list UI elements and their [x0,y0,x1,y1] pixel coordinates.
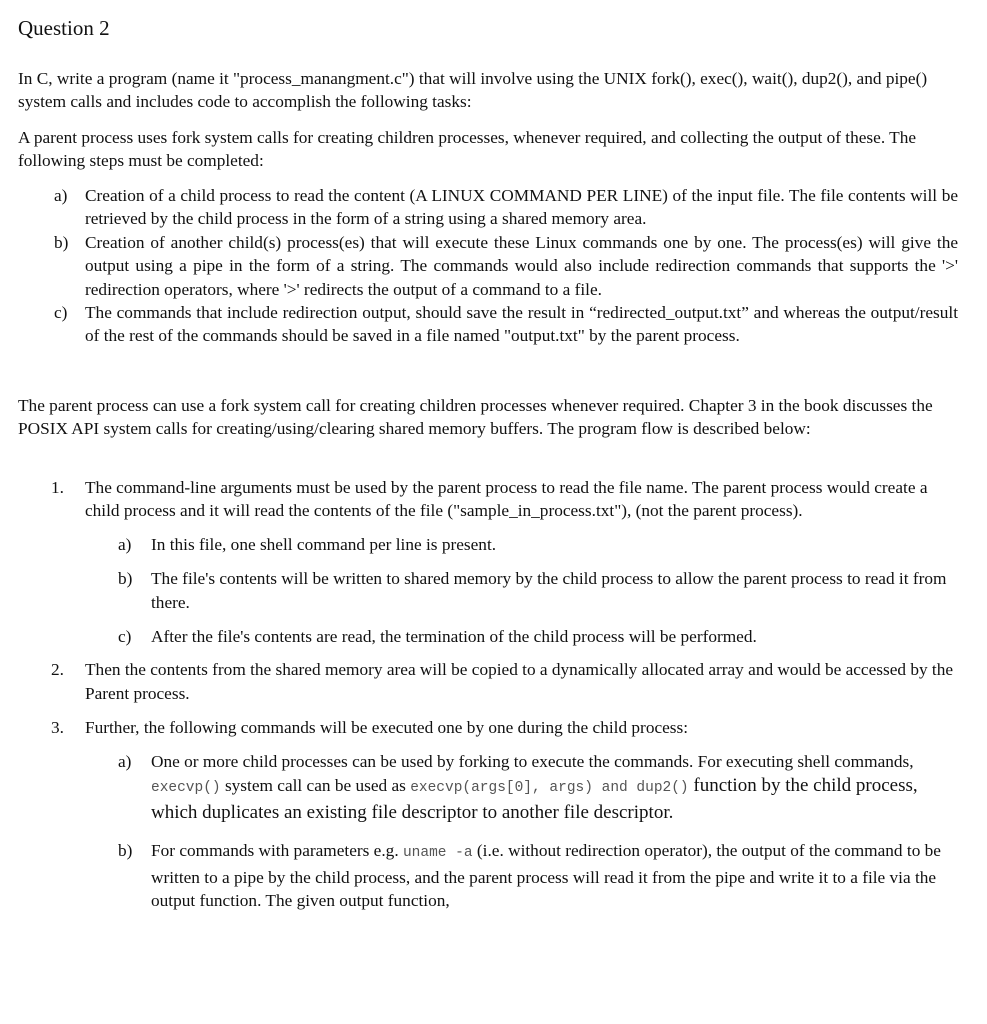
step-item [18,476,958,523]
task-item [18,231,958,301]
substep-item [18,533,958,556]
substep-text: In this file, one shell command per line is present. [151,534,497,554]
substep-text: system call can be used as [220,776,411,796]
intro-paragraph: In C, write a program (name it "process_manangment.c") that will involve using the UNIX fork(), exec(), wait(), dup2(), and pipe() system calls and includes code to accomplish the following tasks: [18,69,928,112]
task-text: Creation of a child process to read the content (A LINUX COMMAND PER LINE) of the input file. The file contents will be retrieved by the child process in the form of a string using a shared memory area. [85,186,958,229]
substep-text: The file's contents will be written to shared memory by the child process to allow the parent process to read it from there. [151,569,947,612]
task-list [18,184,958,348]
question-title: Question 2 [18,16,110,40]
step-item [18,716,958,739]
substep-marker: a) [118,534,132,554]
task-item [18,301,958,348]
substep-item [18,750,958,826]
task-text: Creation of another child(s) process(es) that will execute these Linux commands one by one. The process(es) will give the output using a pipe in the form of a string. The commands would also include redirection commands that supports the '>' redirection operators, where '>' redirects the output of a command to a file. [85,232,958,299]
step-item [18,658,958,705]
substep-text: function by the child process, which duplicates an existing file descriptor to another file descriptor. [151,775,918,824]
step-marker: 1. [51,478,64,497]
task-marker: a) [54,186,68,205]
step-marker: 2. [51,660,64,680]
substep-text: After the file's contents are read, the termination of the child process will be performed. [151,627,757,647]
code-snippet: execvp(args[0], args) and dup2() [410,780,689,797]
task-marker: b) [54,232,69,252]
step-text: Then the contents from the shared memory area will be copied to a dynamically allocated array and would be accessed by the Parent process. [85,660,954,703]
step-marker: 3. [51,718,64,738]
substep-text: One or more child processes can be used by forking to execute the commands. For executing shell commands, [151,751,914,771]
substep-marker: a) [118,751,132,771]
task-marker: c) [54,303,68,323]
code-snippet: uname -a [402,845,473,862]
parent-description: A parent process uses fork system calls for creating children processes, whenever required, and collecting the output of these. The following steps must be completed: [18,128,917,171]
substep-item [18,625,958,648]
step-text: Further, the following commands will be executed one by one during the child process: [85,718,689,738]
substep-item [18,567,958,614]
task-text: The commands that include redirection output, should save the result in “redirected_output.txt” and whereas the output/result of the rest of the commands should be saved in a file named "output.txt" by the parent process. [85,303,958,346]
code-snippet: execvp() [151,780,221,797]
program-flow-steps [18,476,958,913]
step-text: The command-line arguments must be used by the parent process to read the file name. The parent process would create a child process and it will read the contents of the file ("sample_in_process.txt"), (not the parent process). [85,478,928,521]
substep-marker: b) [118,569,133,589]
flow-intro: The parent process can use a fork system call for creating children processes whenever required. Chapter 3 in the book discusses the POSIX API system calls for creating/using/clearing shared memory buffers. The program flow is described below: [18,396,933,439]
substep-marker: c) [118,627,132,647]
substep-text: (i.e. without redirection operator), the output of the command to be written to a pipe by the child process, and the parent process will read it from the pipe and write it to a file via the output function. The given output function, [151,841,941,911]
substep-text: For commands with parameters e.g. [151,841,403,861]
substep-item [18,839,958,912]
task-item [18,184,958,231]
substep-marker: b) [118,841,133,861]
